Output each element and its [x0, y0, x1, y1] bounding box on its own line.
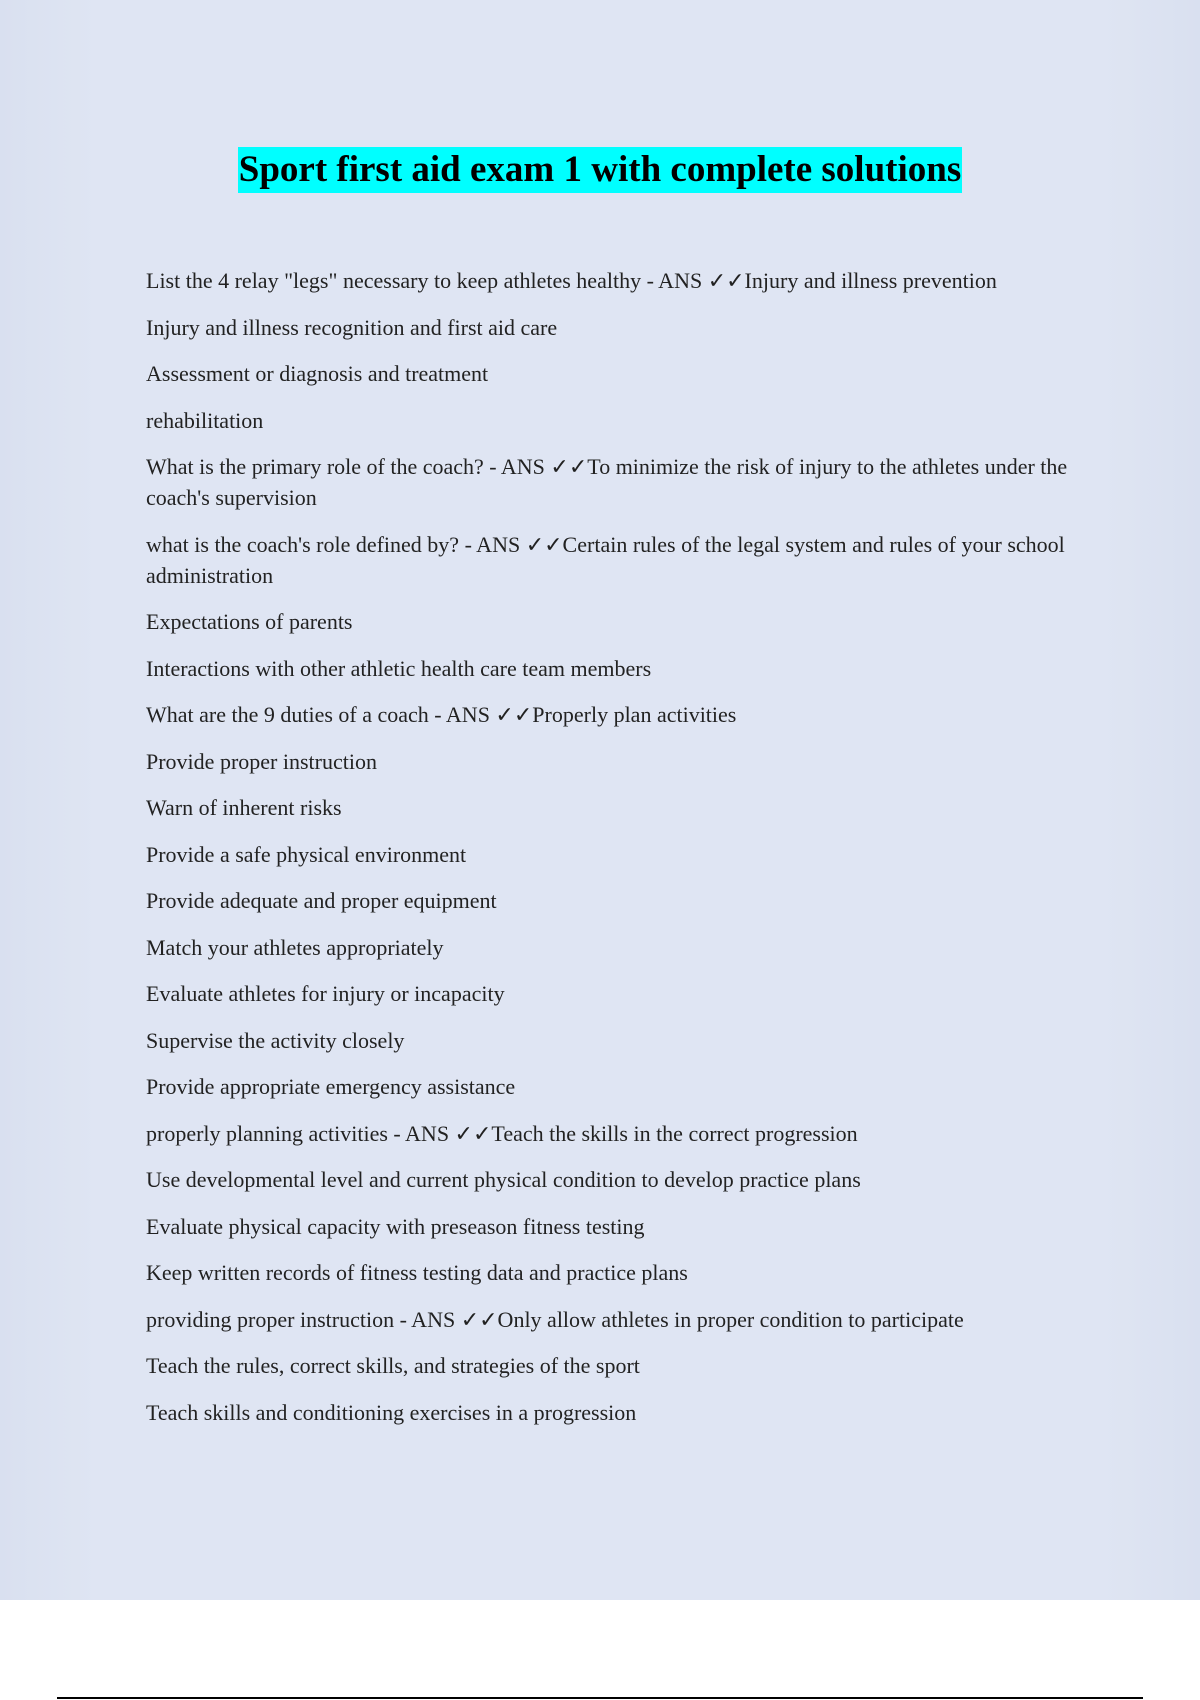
question-line: properly planning activities - ANS ✓✓Teach the skills in the correct progression — [146, 1120, 858, 1146]
question-line: List the 4 relay "legs" necessary to keep athletes healthy - ANS ✓✓Injury and illness prevention — [146, 268, 997, 293]
document-body — [146, 265, 1096, 1443]
answer-line: Warn of inherent risks — [146, 795, 342, 820]
question-line: What is the primary role of the coach? - ANS ✓✓To minimize the risk of injury to the athletes under the coach's supervision — [146, 454, 1068, 510]
answer-line: Provide adequate and proper equipment — [146, 888, 497, 913]
answer-line: Supervise the activity closely — [146, 1027, 405, 1053]
answer-line: Injury and illness recognition and first aid care — [146, 314, 558, 340]
answer-line: Provide appropriate emergency assistance — [146, 1074, 516, 1099]
answer-line: Assessment or diagnosis and treatment — [146, 361, 489, 386]
footer-divider — [57, 1697, 1143, 1699]
title-container — [0, 147, 1200, 193]
question-line: what is the coach's role defined by? - ANS ✓✓Certain rules of the legal system and rules of your school administration — [146, 531, 1065, 588]
answer-line: Expectations of parents — [146, 609, 353, 634]
answer-line: rehabilitation — [146, 407, 264, 433]
answer-line: Keep written records of fitness testing data and practice plans — [146, 1260, 688, 1285]
answer-line: Teach the rules, correct skills, and strategies of the sport — [146, 1353, 640, 1378]
answer-line: Use developmental level and current physical condition to develop practice plans — [146, 1167, 861, 1192]
question-line: providing proper instruction - ANS ✓✓Only allow athletes in proper condition to participate — [146, 1306, 964, 1332]
answer-line: Provide proper instruction — [146, 748, 377, 774]
answer-line: Evaluate athletes for injury or incapacity — [146, 981, 505, 1006]
answer-line: Evaluate physical capacity with preseason fitness testing — [146, 1213, 645, 1239]
question-line: What are the 9 duties of a coach - ANS ✓✓Properly plan activities — [146, 702, 737, 727]
document-title: Sport first aid exam 1 with complete solutions — [238, 147, 963, 193]
answer-line: Match your athletes appropriately — [146, 934, 444, 960]
answer-line: Provide a safe physical environment — [146, 841, 467, 867]
answer-line: Interactions with other athletic health care team members — [146, 655, 652, 681]
answer-line: Teach skills and conditioning exercises in a progression — [146, 1399, 637, 1425]
